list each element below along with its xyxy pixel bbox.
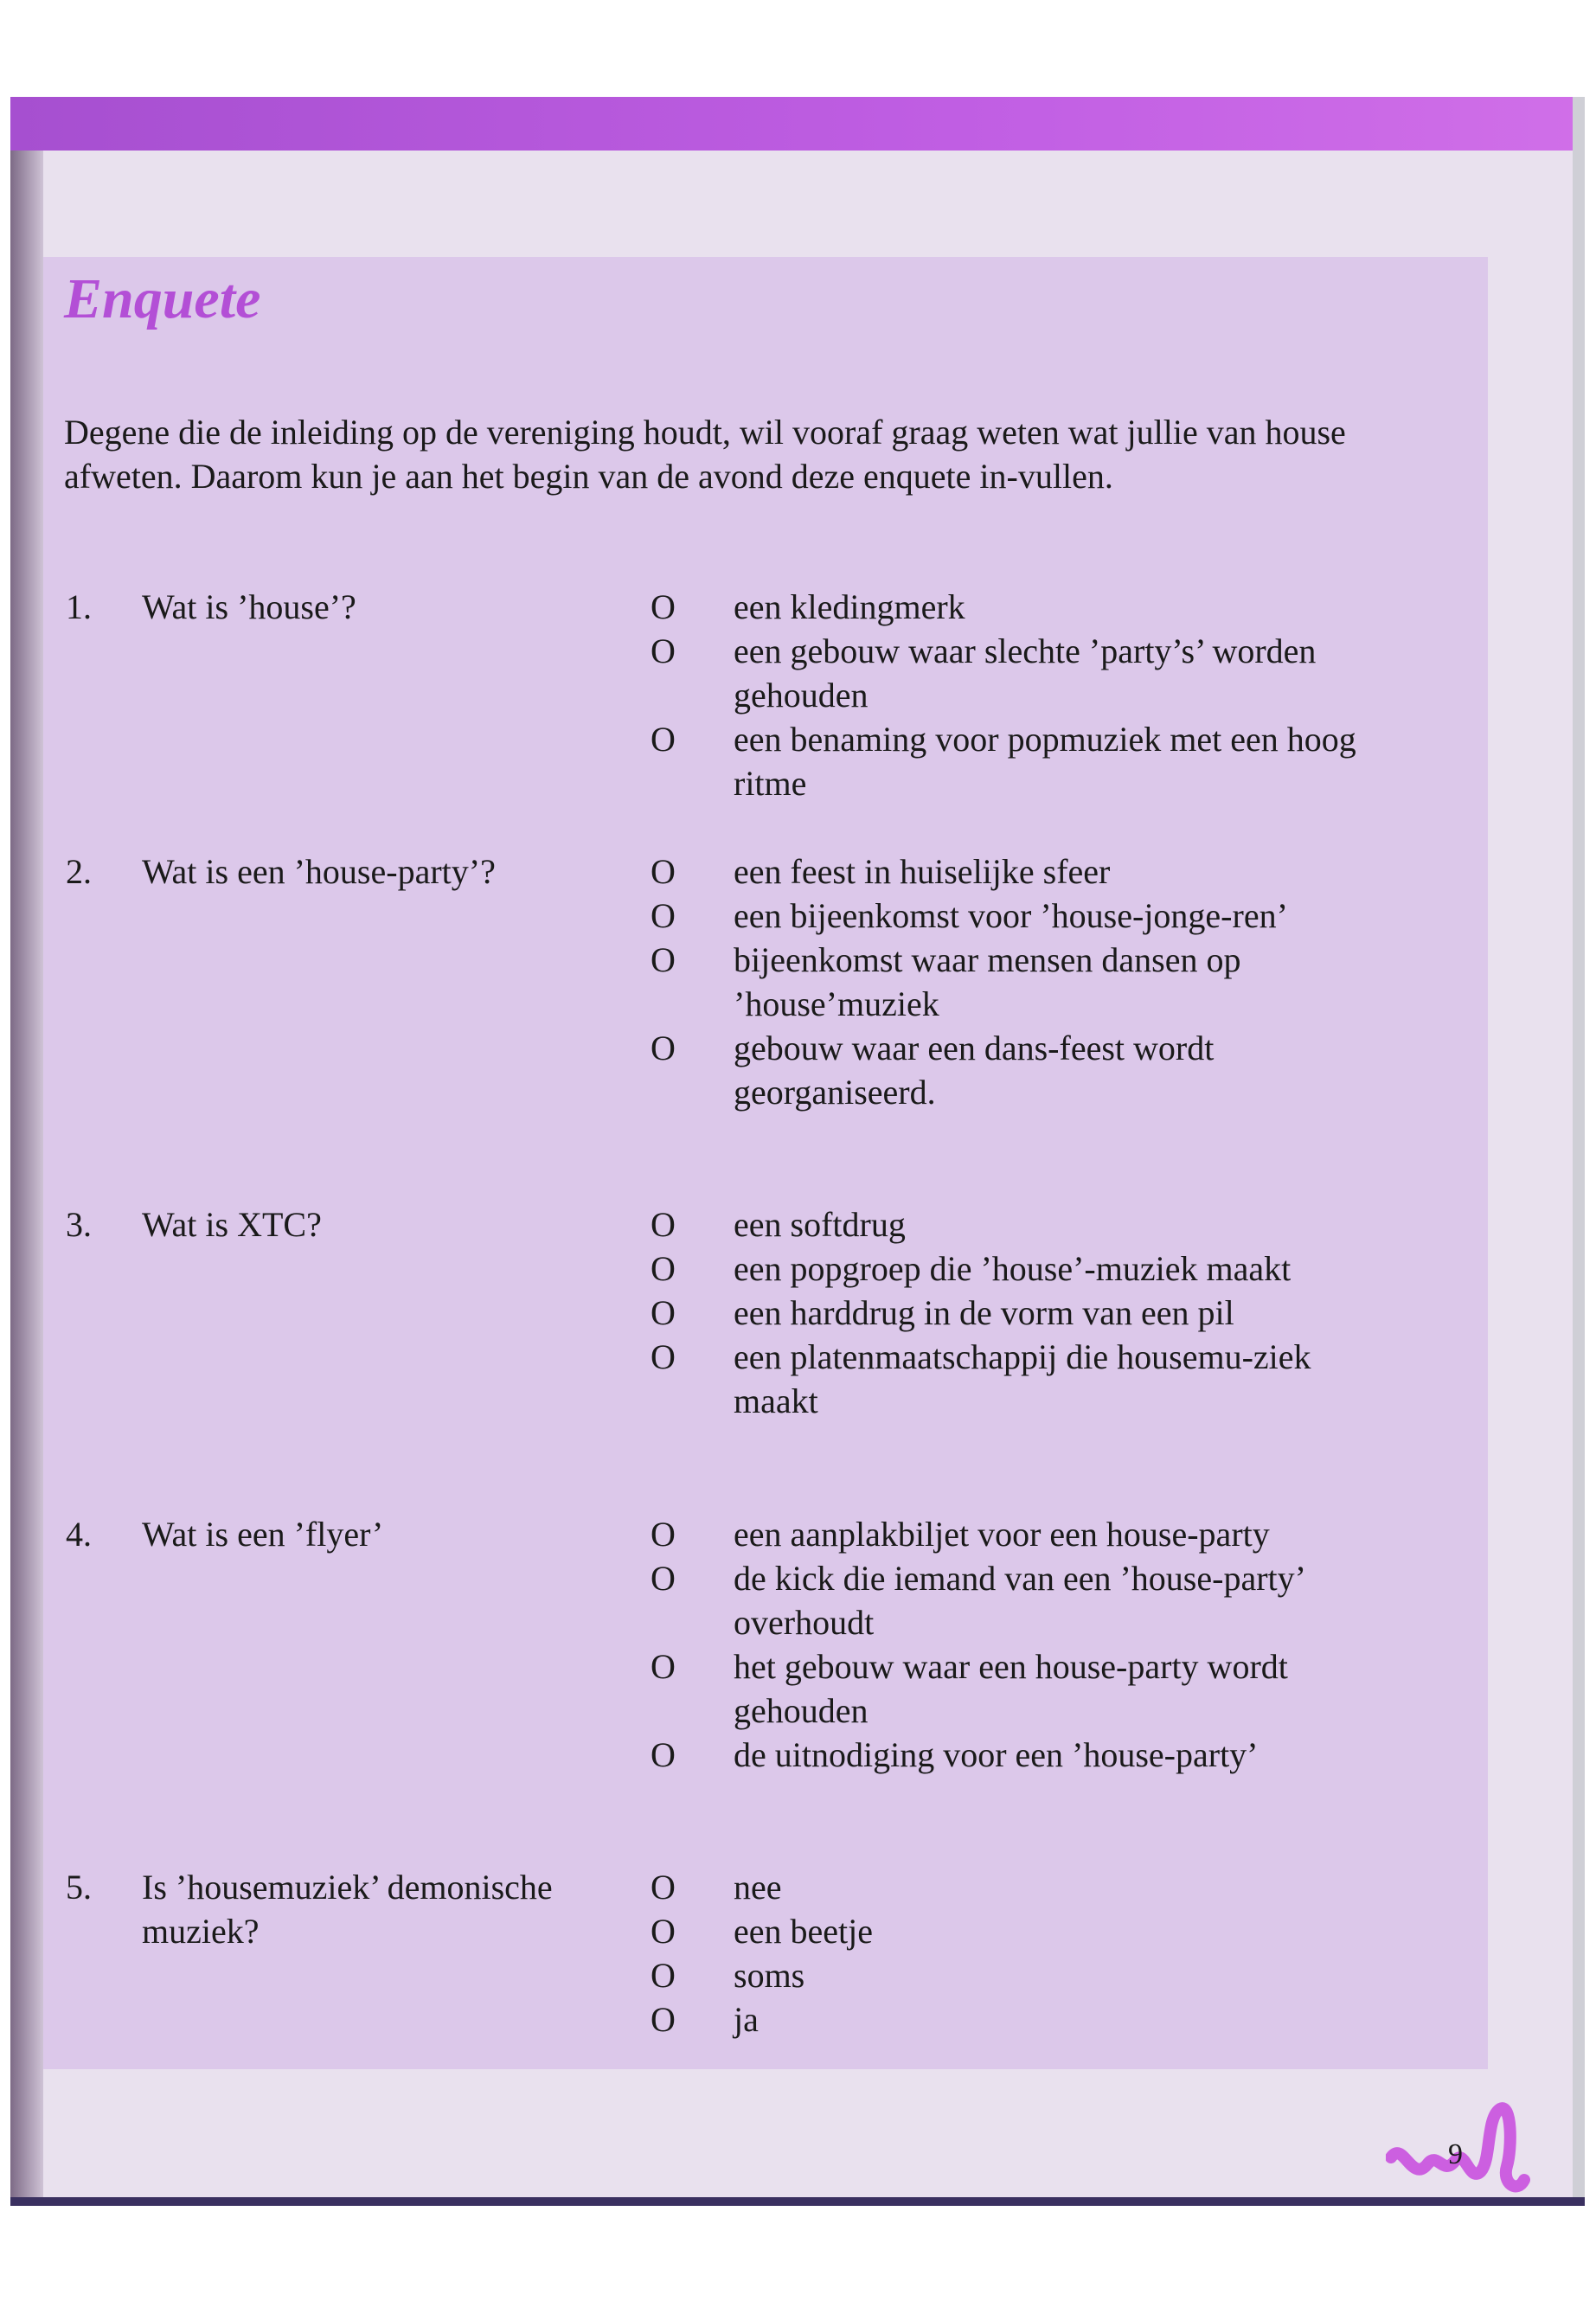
option[interactable] [651,849,1429,894]
option-label: nee [734,1868,782,1907]
option[interactable] [651,1291,1429,1335]
option-circle[interactable]: O [651,1249,676,1288]
option[interactable] [651,1865,1429,1909]
option-circle[interactable]: O [651,852,676,891]
option[interactable] [651,1335,1429,1423]
option-circle[interactable]: O [651,720,676,759]
question-text: Wat is XTC? [142,1205,322,1244]
option-label: een platenmaatschappij die housemu-ziek maakt [734,1337,1311,1420]
option-circle[interactable]: O [651,940,676,979]
option[interactable] [651,717,1429,805]
option-label: ja [734,2000,759,2039]
option-label: een benaming voor popmuziek met een hoog ritme [734,720,1356,803]
option-circle[interactable]: O [651,587,676,626]
option-label: een kledingmerk [734,587,965,626]
intro-paragraph: Degene die de inleiding op de vereniging houdt, wil vooraf graag weten wat jullie van house afweten. Daarom kun je aan het begin van de avond deze enquete in-vullen. [64,413,1346,496]
option-list [651,1512,1429,1777]
question-text: Wat is ’house’? [142,587,356,626]
question-number: 1. [66,587,92,626]
question-number: 3. [66,1205,92,1244]
option[interactable] [651,1026,1429,1114]
question-text: Wat is een ’flyer’ [142,1515,384,1554]
option-label: een softdrug [734,1205,906,1244]
option-list [651,1202,1429,1423]
option-label: een feest in huiselijke sfeer [734,852,1111,891]
option[interactable] [651,1909,1429,1953]
option-label: een aanplakbiljet voor een house-party [734,1515,1270,1554]
option[interactable] [651,629,1429,717]
option[interactable] [651,1202,1429,1247]
option-circle[interactable]: O [651,1735,676,1774]
option-circle[interactable]: O [651,1337,676,1376]
option-label: een gebouw waar slechte ’party’s’ worden gehouden [734,631,1317,715]
option[interactable] [651,1997,1429,2041]
option-circle[interactable]: O [651,1029,676,1067]
option-label: soms [734,1956,805,1995]
option-list [651,585,1429,805]
question-text: Wat is een ’house-party’? [142,852,496,891]
option[interactable] [651,1953,1429,1997]
option[interactable] [651,894,1429,938]
question-number: 5. [66,1868,92,1907]
option-label: gebouw waar een dans-feest wordt georganiseerd. [734,1029,1215,1112]
option-circle[interactable]: O [651,1647,676,1686]
option[interactable] [651,585,1429,629]
option[interactable] [651,938,1429,1026]
option-circle[interactable]: O [651,2000,676,2039]
option-circle[interactable]: O [651,1515,676,1554]
option-label: een bijeenkomst voor ’house-jonge-ren’ [734,896,1288,935]
option-circle[interactable]: O [651,1293,676,1332]
question-number: 2. [66,852,92,891]
option-circle[interactable]: O [651,1956,676,1995]
page-title: Enquete [64,267,261,330]
page-number: 9 [1448,2138,1463,2170]
option-circle[interactable]: O [651,896,676,935]
option-label: een popgroep die ’house’-muziek maakt [734,1249,1292,1288]
page [10,97,1585,2206]
option-label: een harddrug in de vorm van een pil [734,1293,1234,1332]
option-circle[interactable]: O [651,631,676,670]
option-list [651,1865,1429,2041]
option-label: een beetje [734,1912,873,1951]
option[interactable] [651,1512,1429,1556]
option-circle[interactable]: O [651,1559,676,1598]
option-label: de kick die iemand van een ’house-party’ overhoudt [734,1559,1304,1642]
option[interactable] [651,1556,1429,1644]
question-text: Is ’housemuziek’ demonische muziek? [142,1868,553,1951]
option-label: de uitnodiging voor een ’house-party’ [734,1735,1259,1774]
option-label: het gebouw waar een house-party wordt gehouden [734,1647,1288,1730]
option-list [651,849,1429,1114]
option-label: bijeenkomst waar mensen dansen op ’house’muziek [734,940,1241,1023]
option-circle[interactable]: O [651,1912,676,1951]
option[interactable] [651,1644,1429,1733]
option[interactable] [651,1247,1429,1291]
option-circle[interactable]: O [651,1205,676,1244]
question-number: 4. [66,1515,92,1554]
survey-questions [10,97,1585,2206]
option[interactable] [651,1733,1429,1777]
option-circle[interactable]: O [651,1868,676,1907]
